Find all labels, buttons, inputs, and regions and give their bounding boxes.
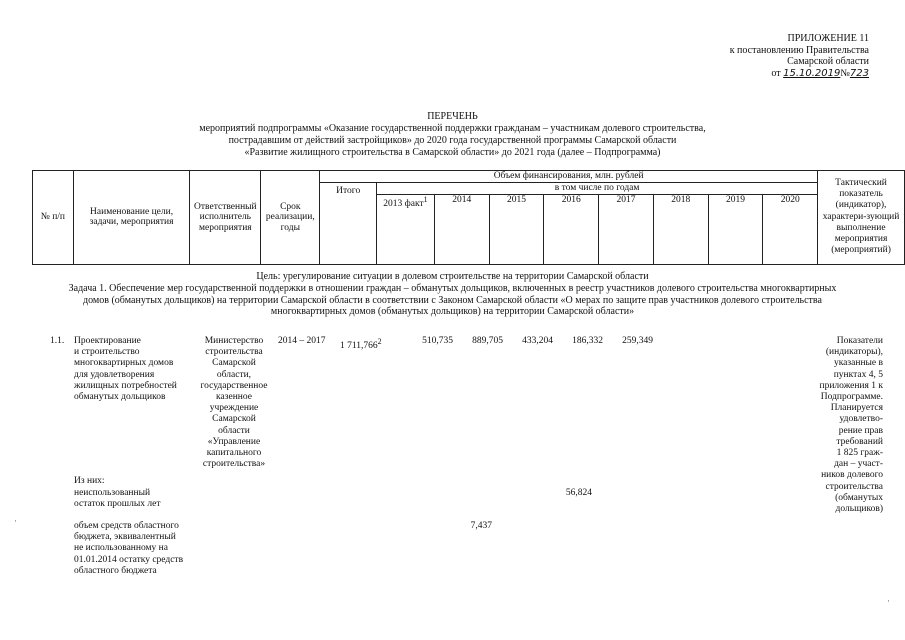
regional-budget-line: не использованному на	[74, 543, 168, 554]
row-responsible-line: государственное	[200, 380, 268, 391]
row-responsible-line: Самарской	[212, 358, 256, 369]
value-2016: 433,204	[522, 336, 553, 346]
row-term: 2014 – 2017	[278, 336, 326, 346]
col-2015: 2015	[489, 194, 544, 264]
row-name	[74, 336, 199, 403]
row-responsible-line: Самарской	[212, 414, 256, 425]
scan-speck: ·	[14, 516, 17, 526]
row-indicator-line: дан – участ-	[834, 459, 883, 470]
regional-budget-value: 7,437	[470, 521, 492, 531]
row-indicator-line: Показатели	[836, 336, 883, 346]
row-name-line: жилищных потребностей	[74, 380, 177, 391]
task-line-2: домов (обманутых дольщиков) на территории Самарской области в соответствии с Законом Самарской области «О мерах по защите прав участников долевого строительства	[83, 294, 822, 306]
row-indicator	[780, 336, 883, 515]
region-line: Самарской области	[787, 56, 869, 68]
row-indicator-line: Планируется	[830, 403, 883, 414]
unused-remainder-label	[74, 488, 199, 510]
row-responsible-line: учреждение	[209, 403, 259, 414]
row-indicator-line: указанные в	[833, 358, 883, 369]
row-total-value: 1 711,766	[340, 341, 378, 352]
col-responsible: Ответственный исполнитель мероприятия	[190, 171, 261, 265]
value-2017: 186,332	[572, 336, 603, 346]
regional-budget-line: объем средств областного	[74, 521, 179, 531]
col-2013-label: 2013 факт	[383, 198, 424, 209]
row-indicator-line: приложения 1 к	[819, 380, 883, 391]
value-2015: 889,705	[472, 336, 503, 346]
title-line-4: «Развитие жилищного строительства в Самарской области» до 2021 года (далее – Подпрограмма)	[244, 147, 661, 158]
col-2019: 2019	[708, 194, 763, 264]
unused-remainder-line: остаток прошлых лет	[74, 499, 161, 510]
handwritten-number: 723	[849, 67, 869, 79]
col-funding: Объем финансирования, млн. рублей	[320, 171, 818, 183]
row-indicator-line: ников долевого	[821, 470, 883, 481]
document-header	[730, 33, 869, 79]
row-name-line: многоквартирных домов	[74, 358, 174, 369]
goal-text: Цель: урегулирование ситуации в долевом строительстве на территории Самарской области	[256, 271, 649, 282]
footnote-2: 2	[377, 337, 382, 346]
col-indicator: Тактический показатель (индикатор), характери-зующий выполнение мероприятия (мероприятий)	[818, 171, 905, 265]
row-responsible-line: «Управление	[207, 436, 261, 447]
row-indicator-line: (обманутых	[835, 492, 883, 503]
regional-budget-line: бюджета, эквивалентный	[74, 532, 176, 543]
col-by-year: в том числе по годам	[377, 183, 818, 195]
value-2018: 259,349	[622, 336, 653, 346]
row-responsible	[196, 336, 272, 470]
handwritten-date: 15.10.2019	[783, 67, 841, 79]
col-2017: 2017	[599, 194, 654, 264]
row-name-line: обманутых дольщиков	[74, 392, 166, 403]
unused-remainder-line: неиспользованный	[74, 488, 151, 498]
footnote-1: 1	[423, 194, 428, 204]
col-term: Срок реализации, годы	[261, 171, 320, 265]
row-indicator-line: требований	[836, 436, 883, 447]
row-responsible-line: области,	[216, 369, 252, 380]
regional-budget-line: областного бюджета	[74, 565, 157, 576]
row-indicator-line: рение прав	[838, 425, 883, 436]
title-line-2: мероприятий подпрограммы «Оказание государственной поддержки гражданам – участникам долевого строительства,	[199, 123, 706, 134]
col-2020: 2020	[763, 194, 818, 264]
col-2018: 2018	[653, 194, 708, 264]
row-indicator-line: 1 825 граж-	[836, 448, 883, 459]
col-2013	[377, 194, 435, 264]
value-2014: 510,735	[422, 336, 453, 346]
date-prefix: от	[771, 67, 781, 79]
row-name-line: Проектирование	[74, 336, 141, 346]
task-text	[0, 283, 905, 318]
row-indicator-line: Подпрограмме.	[820, 392, 883, 403]
col-total: Итого	[320, 183, 377, 265]
col-2014: 2014	[434, 194, 489, 264]
scan-speck: ·	[887, 596, 890, 606]
row-name-line: для удовлетворения	[74, 369, 155, 380]
header-table	[32, 170, 905, 265]
col-2016: 2016	[544, 194, 599, 264]
task-line-1: Задача 1. Обеспечение мер государственной поддержки в отношении граждан – обманутых дольщиков, включенных в реестр участников долевого строительства многоквартирных	[68, 283, 837, 294]
regional-budget-label	[74, 521, 199, 577]
row-responsible-line: Министерство	[204, 336, 264, 346]
title-line-1: ПЕРЕЧЕНЬ	[427, 111, 478, 122]
date-line	[730, 68, 869, 80]
row-indicator-line: строительства	[825, 481, 883, 492]
col-num: № п/п	[33, 171, 74, 265]
row-name-line: и строительство	[74, 347, 140, 358]
col-name: Наименование цели, задачи, мероприятия	[73, 171, 190, 265]
document-title	[0, 111, 905, 159]
row-responsible-line: казенное	[216, 392, 252, 403]
row-responsible-line: капитального	[206, 448, 262, 459]
row-indicator-line: пунктах 4, 5	[833, 369, 883, 380]
row-responsible-line: области	[218, 425, 250, 436]
row-indicator-line: дольщиков)	[835, 504, 883, 515]
of-them-label: Из них:	[74, 476, 105, 486]
title-line-3: пострадавшим от действий застройщиков» до 2020 года государственной программы Самарской области	[228, 135, 677, 146]
resolution-line: к постановлению Правительства	[729, 44, 869, 56]
row-responsible-line: строительства	[205, 347, 263, 358]
row-indicator-line: (индикаторы),	[825, 347, 883, 358]
appendix-label: ПРИЛОЖЕНИЕ 11	[787, 33, 869, 44]
regional-budget-line: 01.01.2014 остатку средств	[74, 554, 184, 565]
row-number: 1.1.	[50, 336, 65, 346]
row-total	[340, 336, 382, 352]
row-indicator-line: удовлетво-	[839, 414, 883, 425]
number-prefix: №	[840, 67, 850, 79]
row-responsible-line: строительства»	[202, 459, 266, 470]
unused-remainder-value: 56,824	[565, 488, 592, 498]
task-line-3: многоквартирных домов (обманутых дольщиков) на территории Самарской области»	[270, 306, 635, 317]
